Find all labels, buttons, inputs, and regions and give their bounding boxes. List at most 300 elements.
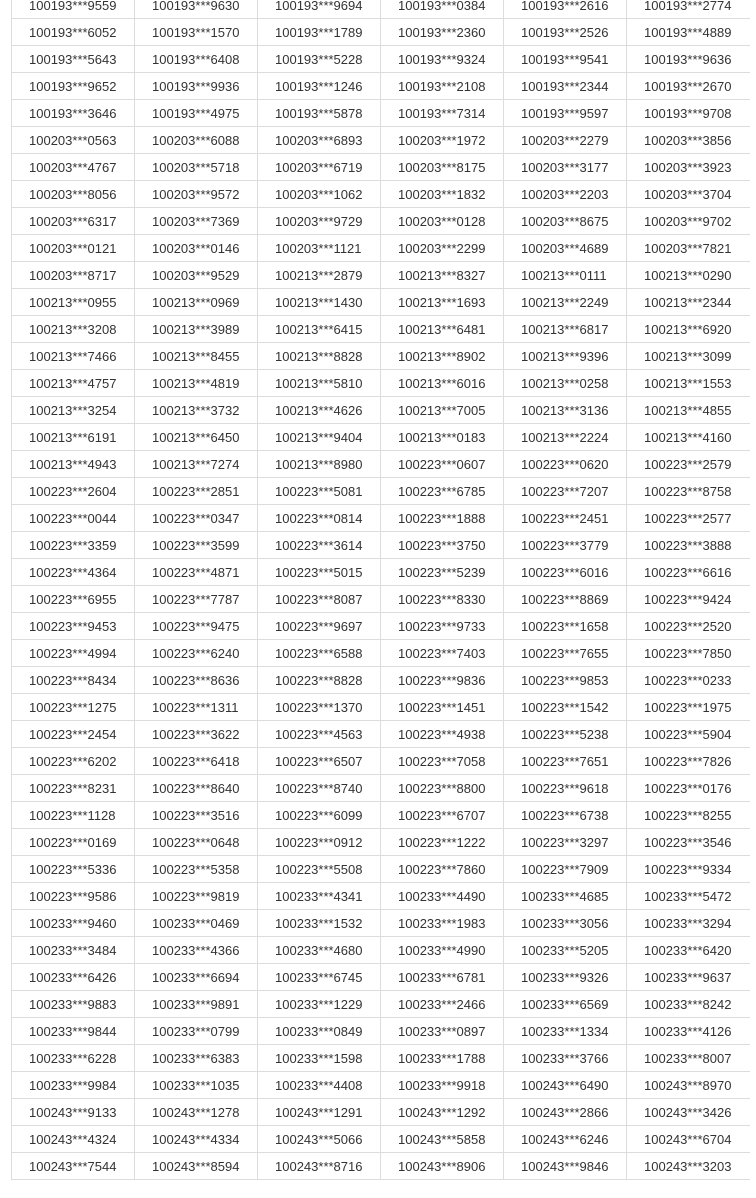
table-cell: 100203***8717 bbox=[12, 262, 135, 289]
table-cell: 100223***0648 bbox=[135, 829, 258, 856]
table-cell: 100243***6246 bbox=[504, 1126, 627, 1153]
table-cell: 100223***3750 bbox=[381, 532, 504, 559]
table-cell: 100233***6420 bbox=[627, 937, 750, 964]
table-cell: 100193***6408 bbox=[135, 46, 258, 73]
table-cell: 100223***1311 bbox=[135, 694, 258, 721]
table-cell: 100223***6099 bbox=[258, 802, 381, 829]
table-cell: 100223***5238 bbox=[504, 721, 627, 748]
table-cell: 100203***0128 bbox=[381, 208, 504, 235]
table-row bbox=[12, 721, 750, 748]
table-row bbox=[12, 586, 750, 613]
table-cell: 100243***4324 bbox=[12, 1126, 135, 1153]
table-row bbox=[12, 370, 750, 397]
table-cell: 100233***9326 bbox=[504, 964, 627, 991]
table-row bbox=[12, 0, 750, 19]
table-cell: 100213***9396 bbox=[504, 343, 627, 370]
table-cell: 100223***7651 bbox=[504, 748, 627, 775]
table-cell: 100193***9708 bbox=[627, 100, 750, 127]
table-cell: 100223***8740 bbox=[258, 775, 381, 802]
table-cell: 100193***2670 bbox=[627, 73, 750, 100]
table-cell: 100233***1983 bbox=[381, 910, 504, 937]
table-row bbox=[12, 1045, 750, 1072]
table-cell: 100233***4366 bbox=[135, 937, 258, 964]
table-cell: 100213***6817 bbox=[504, 316, 627, 343]
table-row bbox=[12, 451, 750, 478]
table-cell: 100193***9559 bbox=[12, 0, 135, 19]
table-cell: 100223***6707 bbox=[381, 802, 504, 829]
table-cell: 100203***9729 bbox=[258, 208, 381, 235]
table-row bbox=[12, 667, 750, 694]
table-cell: 100203***6719 bbox=[258, 154, 381, 181]
table-cell: 100223***8087 bbox=[258, 586, 381, 613]
table-row bbox=[12, 505, 750, 532]
table-cell: 100233***4490 bbox=[381, 883, 504, 910]
table-body bbox=[12, 0, 750, 1180]
table-cell: 100223***7058 bbox=[381, 748, 504, 775]
table-cell: 100223***3599 bbox=[135, 532, 258, 559]
table-cell: 100223***3359 bbox=[12, 532, 135, 559]
table-row bbox=[12, 289, 750, 316]
table-row bbox=[12, 478, 750, 505]
table-cell: 100203***4689 bbox=[504, 235, 627, 262]
table-row bbox=[12, 532, 750, 559]
table-cell: 100233***0469 bbox=[135, 910, 258, 937]
table-cell: 100233***4408 bbox=[258, 1072, 381, 1099]
table-cell: 100243***7544 bbox=[12, 1153, 135, 1180]
table-cell: 100233***9918 bbox=[381, 1072, 504, 1099]
table-cell: 100243***8906 bbox=[381, 1153, 504, 1180]
table-cell: 100193***9541 bbox=[504, 46, 627, 73]
table-cell: 100223***8800 bbox=[381, 775, 504, 802]
table-row bbox=[12, 559, 750, 586]
table-cell: 100193***2108 bbox=[381, 73, 504, 100]
table-cell: 100223***6418 bbox=[135, 748, 258, 775]
table-cell: 100193***9636 bbox=[627, 46, 750, 73]
table-cell: 100213***8455 bbox=[135, 343, 258, 370]
table-cell: 100223***2577 bbox=[627, 505, 750, 532]
table-cell: 100213***8828 bbox=[258, 343, 381, 370]
table-cell: 100223***0169 bbox=[12, 829, 135, 856]
table-row bbox=[12, 316, 750, 343]
table-cell: 100203***2299 bbox=[381, 235, 504, 262]
table-cell: 100213***7274 bbox=[135, 451, 258, 478]
table-cell: 100223***5358 bbox=[135, 856, 258, 883]
table-cell: 100223***1658 bbox=[504, 613, 627, 640]
table-cell: 100223***7826 bbox=[627, 748, 750, 775]
table-cell: 100243***8970 bbox=[627, 1072, 750, 1099]
table-cell: 100223***9733 bbox=[381, 613, 504, 640]
table-cell: 100223***7655 bbox=[504, 640, 627, 667]
table-cell: 100203***8175 bbox=[381, 154, 504, 181]
table-cell: 100233***9883 bbox=[12, 991, 135, 1018]
table-cell: 100213***9404 bbox=[258, 424, 381, 451]
table-cell: 100223***9453 bbox=[12, 613, 135, 640]
table-cell: 100223***6240 bbox=[135, 640, 258, 667]
table-cell: 100203***4767 bbox=[12, 154, 135, 181]
table-cell: 100223***8255 bbox=[627, 802, 750, 829]
table-cell: 100223***6785 bbox=[381, 478, 504, 505]
table-cell: 100233***1035 bbox=[135, 1072, 258, 1099]
table-cell: 100223***3779 bbox=[504, 532, 627, 559]
table-cell: 100233***4990 bbox=[381, 937, 504, 964]
table-cell: 100233***9637 bbox=[627, 964, 750, 991]
table-cell: 100223***2579 bbox=[627, 451, 750, 478]
table-cell: 100213***3254 bbox=[12, 397, 135, 424]
id-number-table bbox=[11, 0, 750, 1180]
table-cell: 100243***2866 bbox=[504, 1099, 627, 1126]
table-row bbox=[12, 1099, 750, 1126]
table-cell: 100233***3766 bbox=[504, 1045, 627, 1072]
table-cell: 100213***4160 bbox=[627, 424, 750, 451]
table-cell: 100223***8758 bbox=[627, 478, 750, 505]
table-cell: 100223***9334 bbox=[627, 856, 750, 883]
table-cell: 100223***8231 bbox=[12, 775, 135, 802]
table-cell: 100223***1222 bbox=[381, 829, 504, 856]
table-cell: 100213***0183 bbox=[381, 424, 504, 451]
table-cell: 100223***1975 bbox=[627, 694, 750, 721]
table-cell: 100203***9529 bbox=[135, 262, 258, 289]
table-cell: 100193***1246 bbox=[258, 73, 381, 100]
table-cell: 100193***3646 bbox=[12, 100, 135, 127]
table-row bbox=[12, 343, 750, 370]
table-cell: 100193***4889 bbox=[627, 19, 750, 46]
table-cell: 100233***9891 bbox=[135, 991, 258, 1018]
table-cell: 100213***4855 bbox=[627, 397, 750, 424]
table-cell: 100223***0912 bbox=[258, 829, 381, 856]
table-cell: 100243***6704 bbox=[627, 1126, 750, 1153]
table-cell: 100213***8980 bbox=[258, 451, 381, 478]
table-cell: 100223***2454 bbox=[12, 721, 135, 748]
table-cell: 100223***8636 bbox=[135, 667, 258, 694]
table-cell: 100233***6569 bbox=[504, 991, 627, 1018]
table-cell: 100193***9936 bbox=[135, 73, 258, 100]
table-row bbox=[12, 73, 750, 100]
table-cell: 100203***2279 bbox=[504, 127, 627, 154]
table-cell: 100243***4334 bbox=[135, 1126, 258, 1153]
table-cell: 100243***8716 bbox=[258, 1153, 381, 1180]
table-cell: 100233***4680 bbox=[258, 937, 381, 964]
table-cell: 100213***4626 bbox=[258, 397, 381, 424]
table-cell: 100233***0849 bbox=[258, 1018, 381, 1045]
table-cell: 100223***8640 bbox=[135, 775, 258, 802]
table-cell: 100193***1570 bbox=[135, 19, 258, 46]
table-cell: 100223***6738 bbox=[504, 802, 627, 829]
table-cell: 100233***4126 bbox=[627, 1018, 750, 1045]
table-cell: 100223***7403 bbox=[381, 640, 504, 667]
table-cell: 100193***9652 bbox=[12, 73, 135, 100]
table-cell: 100223***9697 bbox=[258, 613, 381, 640]
table-cell: 100193***2360 bbox=[381, 19, 504, 46]
table-cell: 100243***3426 bbox=[627, 1099, 750, 1126]
table-cell: 100203***3177 bbox=[504, 154, 627, 181]
table-cell: 100233***1334 bbox=[504, 1018, 627, 1045]
table-cell: 100233***4341 bbox=[258, 883, 381, 910]
table-cell: 100223***2851 bbox=[135, 478, 258, 505]
table-cell: 100193***2526 bbox=[504, 19, 627, 46]
table-cell: 100223***1275 bbox=[12, 694, 135, 721]
table-cell: 100223***4994 bbox=[12, 640, 135, 667]
table-cell: 100203***1062 bbox=[258, 181, 381, 208]
table-cell: 100193***6052 bbox=[12, 19, 135, 46]
table-cell: 100203***2203 bbox=[504, 181, 627, 208]
table-cell: 100233***6228 bbox=[12, 1045, 135, 1072]
table-cell: 100193***5643 bbox=[12, 46, 135, 73]
table-cell: 100213***6481 bbox=[381, 316, 504, 343]
table-cell: 100223***3546 bbox=[627, 829, 750, 856]
table-cell: 100193***5878 bbox=[258, 100, 381, 127]
table-cell: 100213***0969 bbox=[135, 289, 258, 316]
table-cell: 100223***9475 bbox=[135, 613, 258, 640]
table-cell: 100203***1832 bbox=[381, 181, 504, 208]
table-cell: 100193***9324 bbox=[381, 46, 504, 73]
table-cell: 100203***0563 bbox=[12, 127, 135, 154]
table-cell: 100213***7005 bbox=[381, 397, 504, 424]
table-cell: 100213***0258 bbox=[504, 370, 627, 397]
table-cell: 100223***4871 bbox=[135, 559, 258, 586]
table-cell: 100233***4685 bbox=[504, 883, 627, 910]
table-cell: 100233***3294 bbox=[627, 910, 750, 937]
table-cell: 100233***6745 bbox=[258, 964, 381, 991]
table-row bbox=[12, 1018, 750, 1045]
table-cell: 100203***3856 bbox=[627, 127, 750, 154]
table-cell: 100213***4757 bbox=[12, 370, 135, 397]
table-row bbox=[12, 883, 750, 910]
table-cell: 100213***8902 bbox=[381, 343, 504, 370]
table-cell: 100233***6426 bbox=[12, 964, 135, 991]
table-cell: 100233***9460 bbox=[12, 910, 135, 937]
table-row bbox=[12, 424, 750, 451]
table-cell: 100213***3989 bbox=[135, 316, 258, 343]
table-cell: 100193***4975 bbox=[135, 100, 258, 127]
table-cell: 100203***3923 bbox=[627, 154, 750, 181]
id-table-container bbox=[11, 0, 756, 1180]
table-cell: 100213***0955 bbox=[12, 289, 135, 316]
table-cell: 100223***9424 bbox=[627, 586, 750, 613]
table-cell: 100203***1972 bbox=[381, 127, 504, 154]
table-row bbox=[12, 802, 750, 829]
table-cell: 100223***3888 bbox=[627, 532, 750, 559]
table-cell: 100223***0607 bbox=[381, 451, 504, 478]
table-cell: 100223***2604 bbox=[12, 478, 135, 505]
table-cell: 100213***3136 bbox=[504, 397, 627, 424]
table-cell: 100223***5081 bbox=[258, 478, 381, 505]
table-cell: 100213***2879 bbox=[258, 262, 381, 289]
table-cell: 100213***2224 bbox=[504, 424, 627, 451]
table-row bbox=[12, 748, 750, 775]
table-cell: 100223***6507 bbox=[258, 748, 381, 775]
table-cell: 100223***5904 bbox=[627, 721, 750, 748]
table-row bbox=[12, 856, 750, 883]
table-cell: 100233***3056 bbox=[504, 910, 627, 937]
table-cell: 100213***1693 bbox=[381, 289, 504, 316]
table-cell: 100203***9572 bbox=[135, 181, 258, 208]
table-cell: 100223***8828 bbox=[258, 667, 381, 694]
table-cell: 100233***6781 bbox=[381, 964, 504, 991]
table-row bbox=[12, 235, 750, 262]
table-row bbox=[12, 1072, 750, 1099]
table-row bbox=[12, 397, 750, 424]
table-cell: 100223***9836 bbox=[381, 667, 504, 694]
table-cell: 100203***1121 bbox=[258, 235, 381, 262]
table-row bbox=[12, 991, 750, 1018]
table-cell: 100193***9597 bbox=[504, 100, 627, 127]
table-cell: 100223***7909 bbox=[504, 856, 627, 883]
table-cell: 100203***0146 bbox=[135, 235, 258, 262]
table-row bbox=[12, 127, 750, 154]
table-cell: 100203***5718 bbox=[135, 154, 258, 181]
table-cell: 100213***3732 bbox=[135, 397, 258, 424]
table-row bbox=[12, 694, 750, 721]
table-cell: 100233***9984 bbox=[12, 1072, 135, 1099]
table-cell: 100223***6202 bbox=[12, 748, 135, 775]
table-cell: 100223***3516 bbox=[135, 802, 258, 829]
table-cell: 100223***1542 bbox=[504, 694, 627, 721]
table-cell: 100223***5015 bbox=[258, 559, 381, 586]
table-cell: 100243***8594 bbox=[135, 1153, 258, 1180]
table-cell: 100223***3297 bbox=[504, 829, 627, 856]
table-cell: 100213***4943 bbox=[12, 451, 135, 478]
table-cell: 100233***1598 bbox=[258, 1045, 381, 1072]
table-cell: 100223***0176 bbox=[627, 775, 750, 802]
table-cell: 100223***2520 bbox=[627, 613, 750, 640]
table-cell: 100243***3203 bbox=[627, 1153, 750, 1180]
table-cell: 100243***1291 bbox=[258, 1099, 381, 1126]
table-cell: 100223***8869 bbox=[504, 586, 627, 613]
table-cell: 100193***0384 bbox=[381, 0, 504, 19]
table-cell: 100223***9586 bbox=[12, 883, 135, 910]
table-cell: 100243***1292 bbox=[381, 1099, 504, 1126]
table-cell: 100203***6088 bbox=[135, 127, 258, 154]
table-row bbox=[12, 910, 750, 937]
table-cell: 100213***6450 bbox=[135, 424, 258, 451]
table-cell: 100193***9630 bbox=[135, 0, 258, 19]
table-row bbox=[12, 208, 750, 235]
table-cell: 100213***2249 bbox=[504, 289, 627, 316]
table-cell: 100203***0121 bbox=[12, 235, 135, 262]
table-cell: 100243***9846 bbox=[504, 1153, 627, 1180]
table-row bbox=[12, 937, 750, 964]
table-cell: 100243***1278 bbox=[135, 1099, 258, 1126]
table-cell: 100233***8007 bbox=[627, 1045, 750, 1072]
table-cell: 100213***1553 bbox=[627, 370, 750, 397]
table-row bbox=[12, 262, 750, 289]
table-cell: 100233***1532 bbox=[258, 910, 381, 937]
table-row bbox=[12, 775, 750, 802]
table-cell: 100233***5205 bbox=[504, 937, 627, 964]
table-cell: 100223***4364 bbox=[12, 559, 135, 586]
table-cell: 100223***8434 bbox=[12, 667, 135, 694]
table-cell: 100243***5066 bbox=[258, 1126, 381, 1153]
table-cell: 100223***5239 bbox=[381, 559, 504, 586]
table-cell: 100213***2344 bbox=[627, 289, 750, 316]
table-cell: 100223***0233 bbox=[627, 667, 750, 694]
table-row bbox=[12, 613, 750, 640]
table-row bbox=[12, 19, 750, 46]
table-cell: 100213***1430 bbox=[258, 289, 381, 316]
table-cell: 100223***7860 bbox=[381, 856, 504, 883]
table-cell: 100203***3704 bbox=[627, 181, 750, 208]
table-cell: 100223***4938 bbox=[381, 721, 504, 748]
table-cell: 100233***2466 bbox=[381, 991, 504, 1018]
table-row bbox=[12, 1126, 750, 1153]
table-row bbox=[12, 100, 750, 127]
table-cell: 100223***4563 bbox=[258, 721, 381, 748]
table-cell: 100223***1451 bbox=[381, 694, 504, 721]
table-cell: 100223***7850 bbox=[627, 640, 750, 667]
table-cell: 100223***6016 bbox=[504, 559, 627, 586]
table-cell: 100193***2774 bbox=[627, 0, 750, 19]
table-cell: 100233***3484 bbox=[12, 937, 135, 964]
table-cell: 100203***8056 bbox=[12, 181, 135, 208]
table-cell: 100223***3622 bbox=[135, 721, 258, 748]
table-cell: 100233***9844 bbox=[12, 1018, 135, 1045]
table-cell: 100223***9618 bbox=[504, 775, 627, 802]
table-cell: 100243***5858 bbox=[381, 1126, 504, 1153]
table-cell: 100203***6317 bbox=[12, 208, 135, 235]
table-row bbox=[12, 964, 750, 991]
table-cell: 100203***6893 bbox=[258, 127, 381, 154]
table-cell: 100223***0044 bbox=[12, 505, 135, 532]
table-row bbox=[12, 154, 750, 181]
table-cell: 100233***0897 bbox=[381, 1018, 504, 1045]
table-cell: 100213***4819 bbox=[135, 370, 258, 397]
table-cell: 100223***0347 bbox=[135, 505, 258, 532]
table-cell: 100213***6415 bbox=[258, 316, 381, 343]
table-cell: 100223***5508 bbox=[258, 856, 381, 883]
table-cell: 100243***9133 bbox=[12, 1099, 135, 1126]
table-cell: 100213***8327 bbox=[381, 262, 504, 289]
table-cell: 100223***9819 bbox=[135, 883, 258, 910]
table-cell: 100213***6920 bbox=[627, 316, 750, 343]
table-cell: 100233***1788 bbox=[381, 1045, 504, 1072]
table-row bbox=[12, 829, 750, 856]
table-cell: 100223***1128 bbox=[12, 802, 135, 829]
table-cell: 100213***3099 bbox=[627, 343, 750, 370]
table-cell: 100213***7466 bbox=[12, 343, 135, 370]
table-cell: 100233***8242 bbox=[627, 991, 750, 1018]
table-cell: 100223***7207 bbox=[504, 478, 627, 505]
table-cell: 100233***6694 bbox=[135, 964, 258, 991]
table-row bbox=[12, 640, 750, 667]
table-cell: 100223***8330 bbox=[381, 586, 504, 613]
table-row bbox=[12, 1153, 750, 1180]
table-cell: 100223***0620 bbox=[504, 451, 627, 478]
table-cell: 100213***0111 bbox=[504, 262, 627, 289]
table-cell: 100233***6383 bbox=[135, 1045, 258, 1072]
table-cell: 100223***1370 bbox=[258, 694, 381, 721]
table-cell: 100213***6016 bbox=[381, 370, 504, 397]
table-cell: 100223***3614 bbox=[258, 532, 381, 559]
table-cell: 100193***2616 bbox=[504, 0, 627, 19]
table-cell: 100203***9702 bbox=[627, 208, 750, 235]
table-cell: 100193***7314 bbox=[381, 100, 504, 127]
table-cell: 100223***6588 bbox=[258, 640, 381, 667]
table-cell: 100233***5472 bbox=[627, 883, 750, 910]
table-cell: 100223***1888 bbox=[381, 505, 504, 532]
table-cell: 100193***5228 bbox=[258, 46, 381, 73]
table-cell: 100223***0814 bbox=[258, 505, 381, 532]
table-cell: 100223***2451 bbox=[504, 505, 627, 532]
table-cell: 100223***6616 bbox=[627, 559, 750, 586]
table-row bbox=[12, 181, 750, 208]
table-cell: 100213***6191 bbox=[12, 424, 135, 451]
table-cell: 100223***5336 bbox=[12, 856, 135, 883]
table-cell: 100213***3208 bbox=[12, 316, 135, 343]
table-cell: 100193***9694 bbox=[258, 0, 381, 19]
table-cell: 100223***7787 bbox=[135, 586, 258, 613]
table-row bbox=[12, 46, 750, 73]
table-cell: 100233***0799 bbox=[135, 1018, 258, 1045]
